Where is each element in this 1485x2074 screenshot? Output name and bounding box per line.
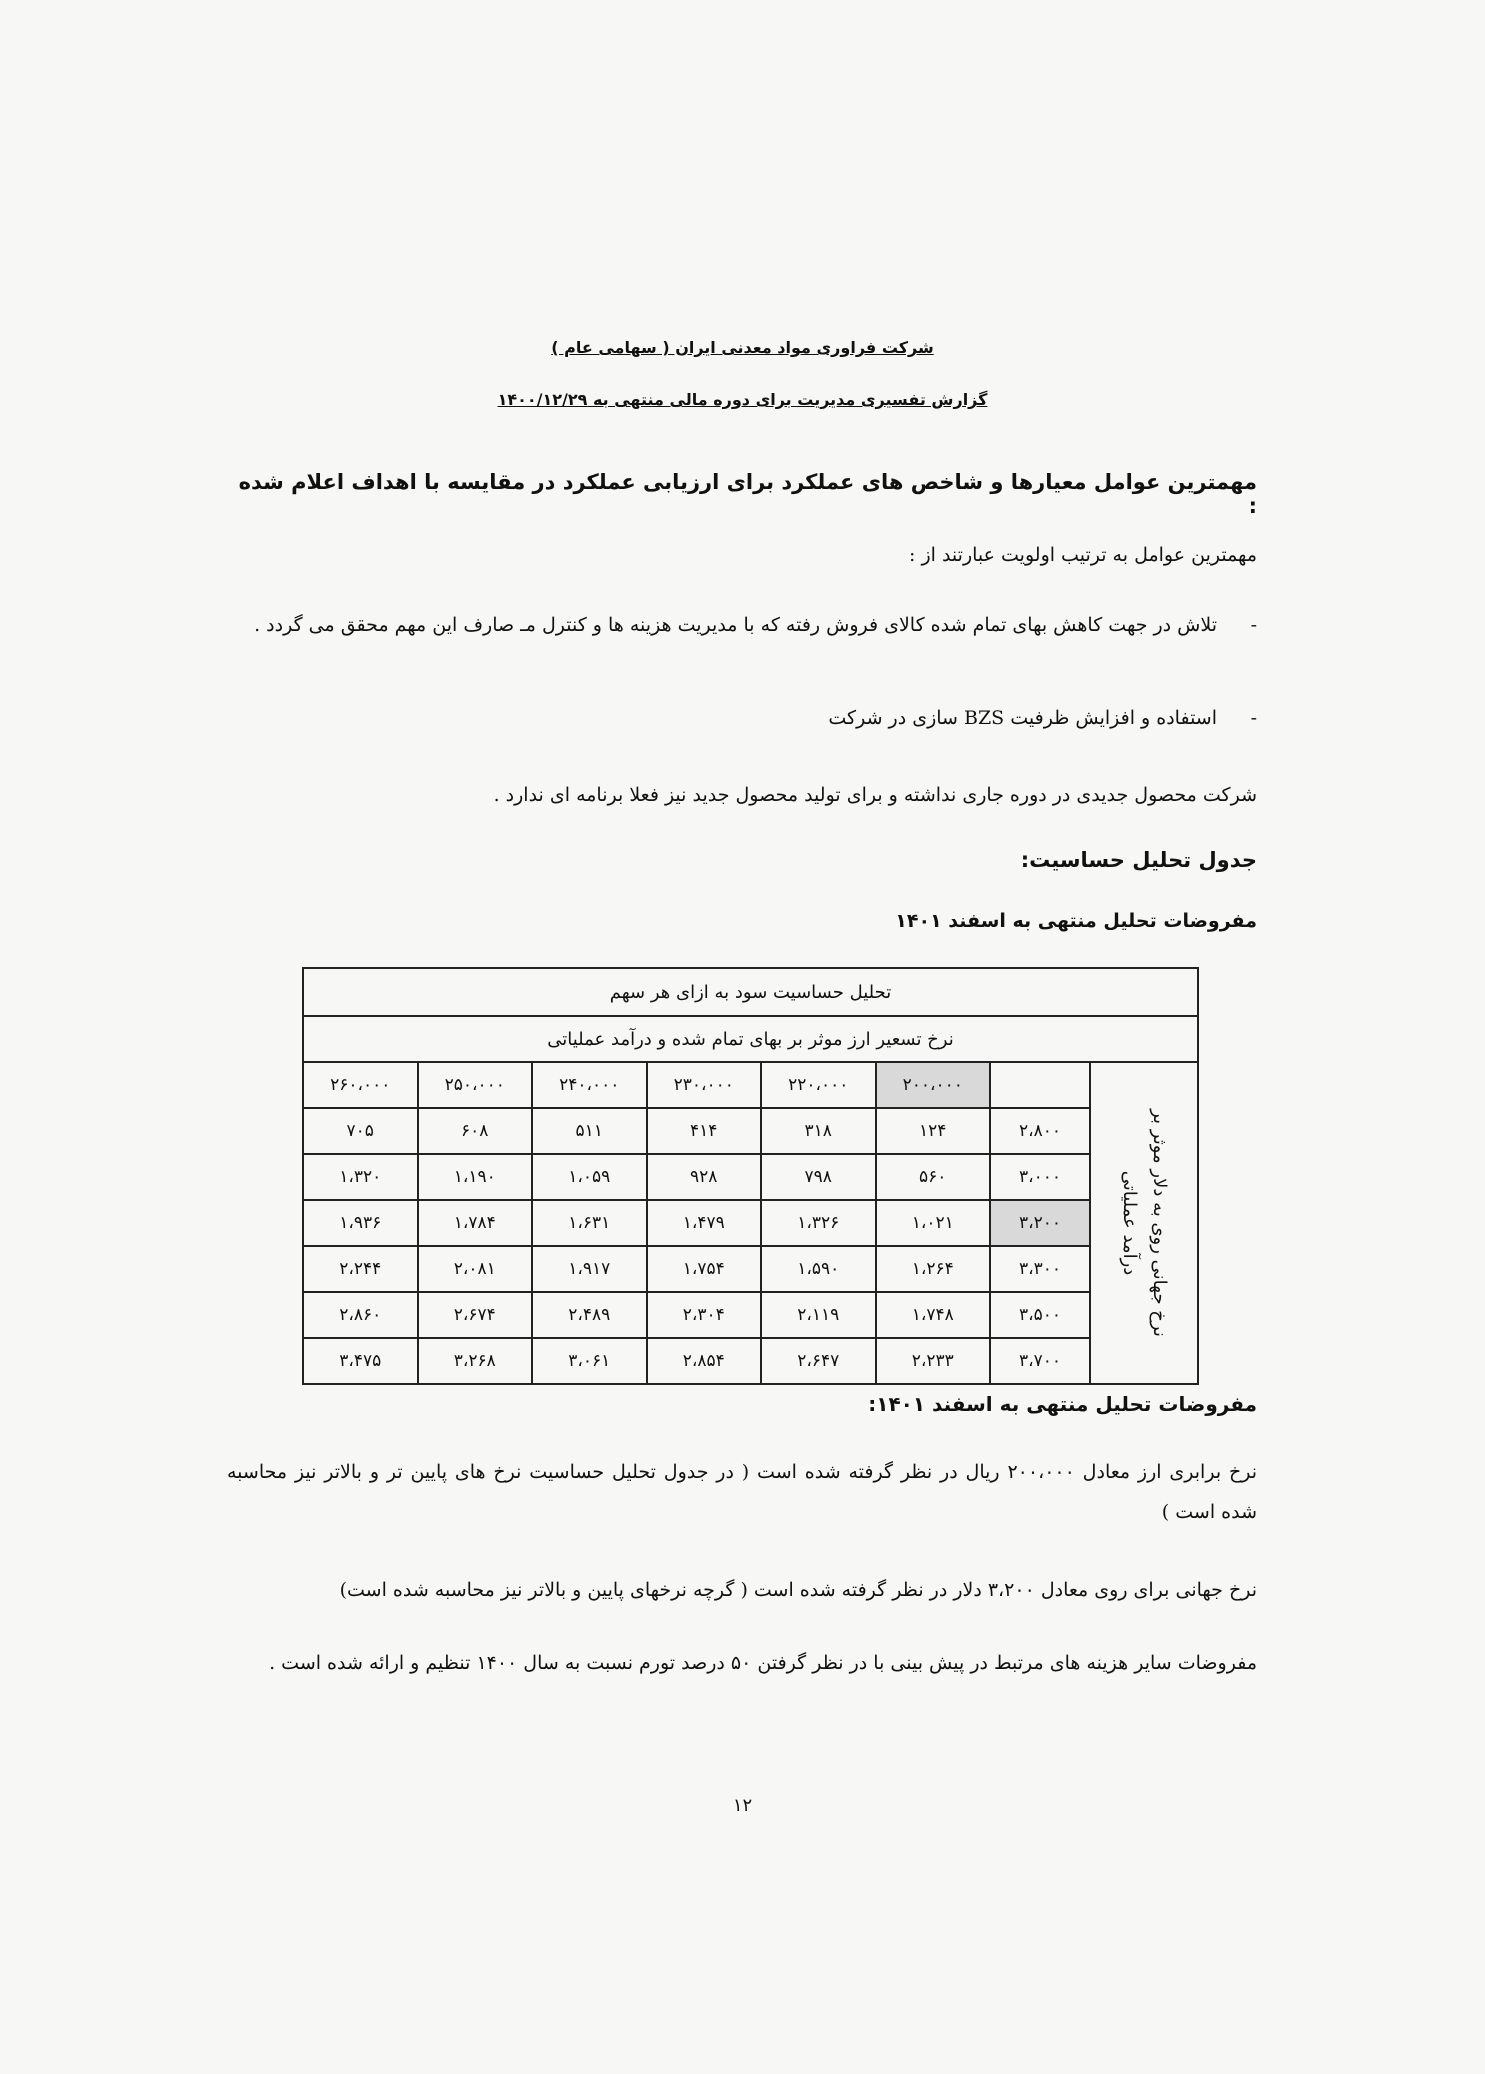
- vertical-label-text: [1114, 1109, 1174, 1337]
- bullet-dash: -: [1250, 707, 1257, 729]
- table-cell: ۳،۰۶۱: [532, 1338, 647, 1384]
- table-cell: ۱۲۴: [876, 1108, 991, 1154]
- column-header: ۲۰۰،۰۰۰: [876, 1062, 991, 1108]
- table-cell: ۲،۱۱۹: [761, 1292, 876, 1338]
- table-cell: ۱،۷۵۴: [647, 1246, 762, 1292]
- bullet-text: تلاش در جهت کاهش بهای تمام شده کالای فروش رفته که با مدیریت هزینه ها و کنترل مـ صارف این مهم محقق می گردد .: [254, 614, 1217, 636]
- table-cell: ۱،۵۹۰: [761, 1246, 876, 1292]
- table-cell: ۱،۰۵۹: [532, 1154, 647, 1200]
- column-header: ۲۳۰،۰۰۰: [647, 1062, 762, 1108]
- section-heading-performance: مهمترین عوامل معیارها و شاخص های عملکرد برای ارزیابی عملکرد در مقایسه با اهداف اعلام شده :: [238, 470, 1257, 518]
- table-cell: ۷۰۵: [303, 1108, 418, 1154]
- new-product-note: شرکت محصول جدیدی در دوره جاری نداشته و برای تولید محصول جدید نیز فعلا برنامه ای ندارد .: [493, 784, 1257, 806]
- table-row: [303, 1200, 1198, 1246]
- table-cell: ۷۹۸: [761, 1154, 876, 1200]
- bullet-text: استفاده و افزایش ظرفیت BZS سازی در شرکت: [828, 707, 1217, 729]
- table-cell: ۶۰۸: [418, 1108, 533, 1154]
- table-cell: ۲،۴۸۹: [532, 1292, 647, 1338]
- table-row: [303, 1154, 1198, 1200]
- page-number: ۱۲: [732, 1795, 753, 1816]
- table-row: [303, 1292, 1198, 1338]
- vertical-axis-label: [1090, 1062, 1198, 1384]
- table-cell: ۲،۸۵۴: [647, 1338, 762, 1384]
- table-cell: ۱،۲۶۴: [876, 1246, 991, 1292]
- table-cell: ۱،۷۴۸: [876, 1292, 991, 1338]
- row-header: ۳،۷۰۰: [990, 1338, 1090, 1384]
- table-row: [303, 1108, 1198, 1154]
- table-cell: ۱،۹۱۷: [532, 1246, 647, 1292]
- table-cell: ۲،۶۷۴: [418, 1292, 533, 1338]
- table-cell: ۲،۸۶۰: [303, 1292, 418, 1338]
- table-cell: ۱،۳۲۶: [761, 1200, 876, 1246]
- assumption-costs: مفروضات سایر هزینه های مرتبط در پیش بینی با در نظر گرفتن ۵۰ درصد تورم نسبت به سال ۱۴۰۰ تنظیم و ارائه شده است .: [269, 1652, 1257, 1674]
- assumption-fx-rate: نرخ برابری ارز معادل ۲۰۰،۰۰۰ ریال در نظر گرفته شده است ( در جدول تحلیل حساسیت نرخ های پایین تر و بالاتر نیز محاسبه شده است ): [227, 1461, 1257, 1523]
- bullet-dash: -: [1250, 614, 1257, 636]
- column-header: ۲۴۰،۰۰۰: [532, 1062, 647, 1108]
- assumptions-title: مفروضات تحلیل منتهی به اسفند ۱۴۰۱: [895, 910, 1257, 932]
- intro-text: مهمترین عوامل به ترتیب اولویت عبارتند از :: [909, 544, 1257, 566]
- sensitivity-table-wrapper: [302, 967, 1199, 1385]
- table-cell: ۱،۳۲۰: [303, 1154, 418, 1200]
- report-title: گزارش تفسیری مدیریت برای دوره مالی منتهی به ۱۴۰۰/۱۲/۲۹: [497, 390, 988, 409]
- row-header: ۳،۲۰۰: [990, 1200, 1090, 1246]
- sensitivity-heading: جدول تحلیل حساسیت:: [1020, 848, 1257, 872]
- table-cell: ۱،۴۷۹: [647, 1200, 762, 1246]
- table-cell: ۲،۳۰۴: [647, 1292, 762, 1338]
- company-name: شرکت فراوری مواد معدنی ایران ( سهامی عام ): [551, 338, 934, 357]
- table-cell: ۹۲۸: [647, 1154, 762, 1200]
- table-cell: ۱،۹۳۶: [303, 1200, 418, 1246]
- row-header: ۲،۸۰۰: [990, 1108, 1090, 1154]
- table-cell: ۱،۰۲۱: [876, 1200, 991, 1246]
- table-cell: ۲،۶۴۷: [761, 1338, 876, 1384]
- table-title: تحلیل حساسیت سود به ازای هر سهم: [303, 968, 1198, 1016]
- table-cell: ۳۱۸: [761, 1108, 876, 1154]
- table-row: [303, 1246, 1198, 1292]
- table-cell: ۲،۲۳۳: [876, 1338, 991, 1384]
- table-cell: ۲،۲۴۴: [303, 1246, 418, 1292]
- corner-cell: [990, 1062, 1090, 1108]
- column-header: ۲۶۰،۰۰۰: [303, 1062, 418, 1108]
- assumptions-heading: مفروضات تحلیل منتهی به اسفند ۱۴۰۱:: [868, 1392, 1257, 1416]
- table-cell: ۳،۴۷۵: [303, 1338, 418, 1384]
- row-header: ۳،۰۰۰: [990, 1154, 1090, 1200]
- assumption-zinc-price: نرخ جهانی برای روی معادل ۳،۲۰۰ دلار در نظر گرفته شده است ( گرچه نرخهای پایین و بالاتر نیز محاسبه شده است): [339, 1579, 1257, 1601]
- bullet-item: [227, 605, 1257, 645]
- table-cell: ۱،۱۹۰: [418, 1154, 533, 1200]
- table-cell: ۳،۲۶۸: [418, 1338, 533, 1384]
- vertical-label-line: نرخ جهانی روی به دلار موثر بر: [1149, 1109, 1170, 1337]
- table-cell: ۱،۷۸۴: [418, 1200, 533, 1246]
- row-header: ۳،۵۰۰: [990, 1292, 1090, 1338]
- table-cell: ۱،۶۳۱: [532, 1200, 647, 1246]
- table-cell: ۴۱۴: [647, 1108, 762, 1154]
- sensitivity-table: [302, 967, 1199, 1385]
- table-subtitle: نرخ تسعیر ارز موثر بر بهای تمام شده و درآمد عملیاتی: [303, 1016, 1198, 1062]
- table-row: [303, 1338, 1198, 1384]
- table-cell: ۵۶۰: [876, 1154, 991, 1200]
- column-header: ۲۲۰،۰۰۰: [761, 1062, 876, 1108]
- column-header: ۲۵۰،۰۰۰: [418, 1062, 533, 1108]
- vertical-label-line: درآمد عملیاتی: [1119, 1170, 1140, 1276]
- table-cell: ۲،۰۸۱: [418, 1246, 533, 1292]
- table-cell: ۵۱۱: [532, 1108, 647, 1154]
- table-header-row: [303, 1062, 1198, 1108]
- bullet-item: [227, 698, 1257, 738]
- row-header: ۳،۳۰۰: [990, 1246, 1090, 1292]
